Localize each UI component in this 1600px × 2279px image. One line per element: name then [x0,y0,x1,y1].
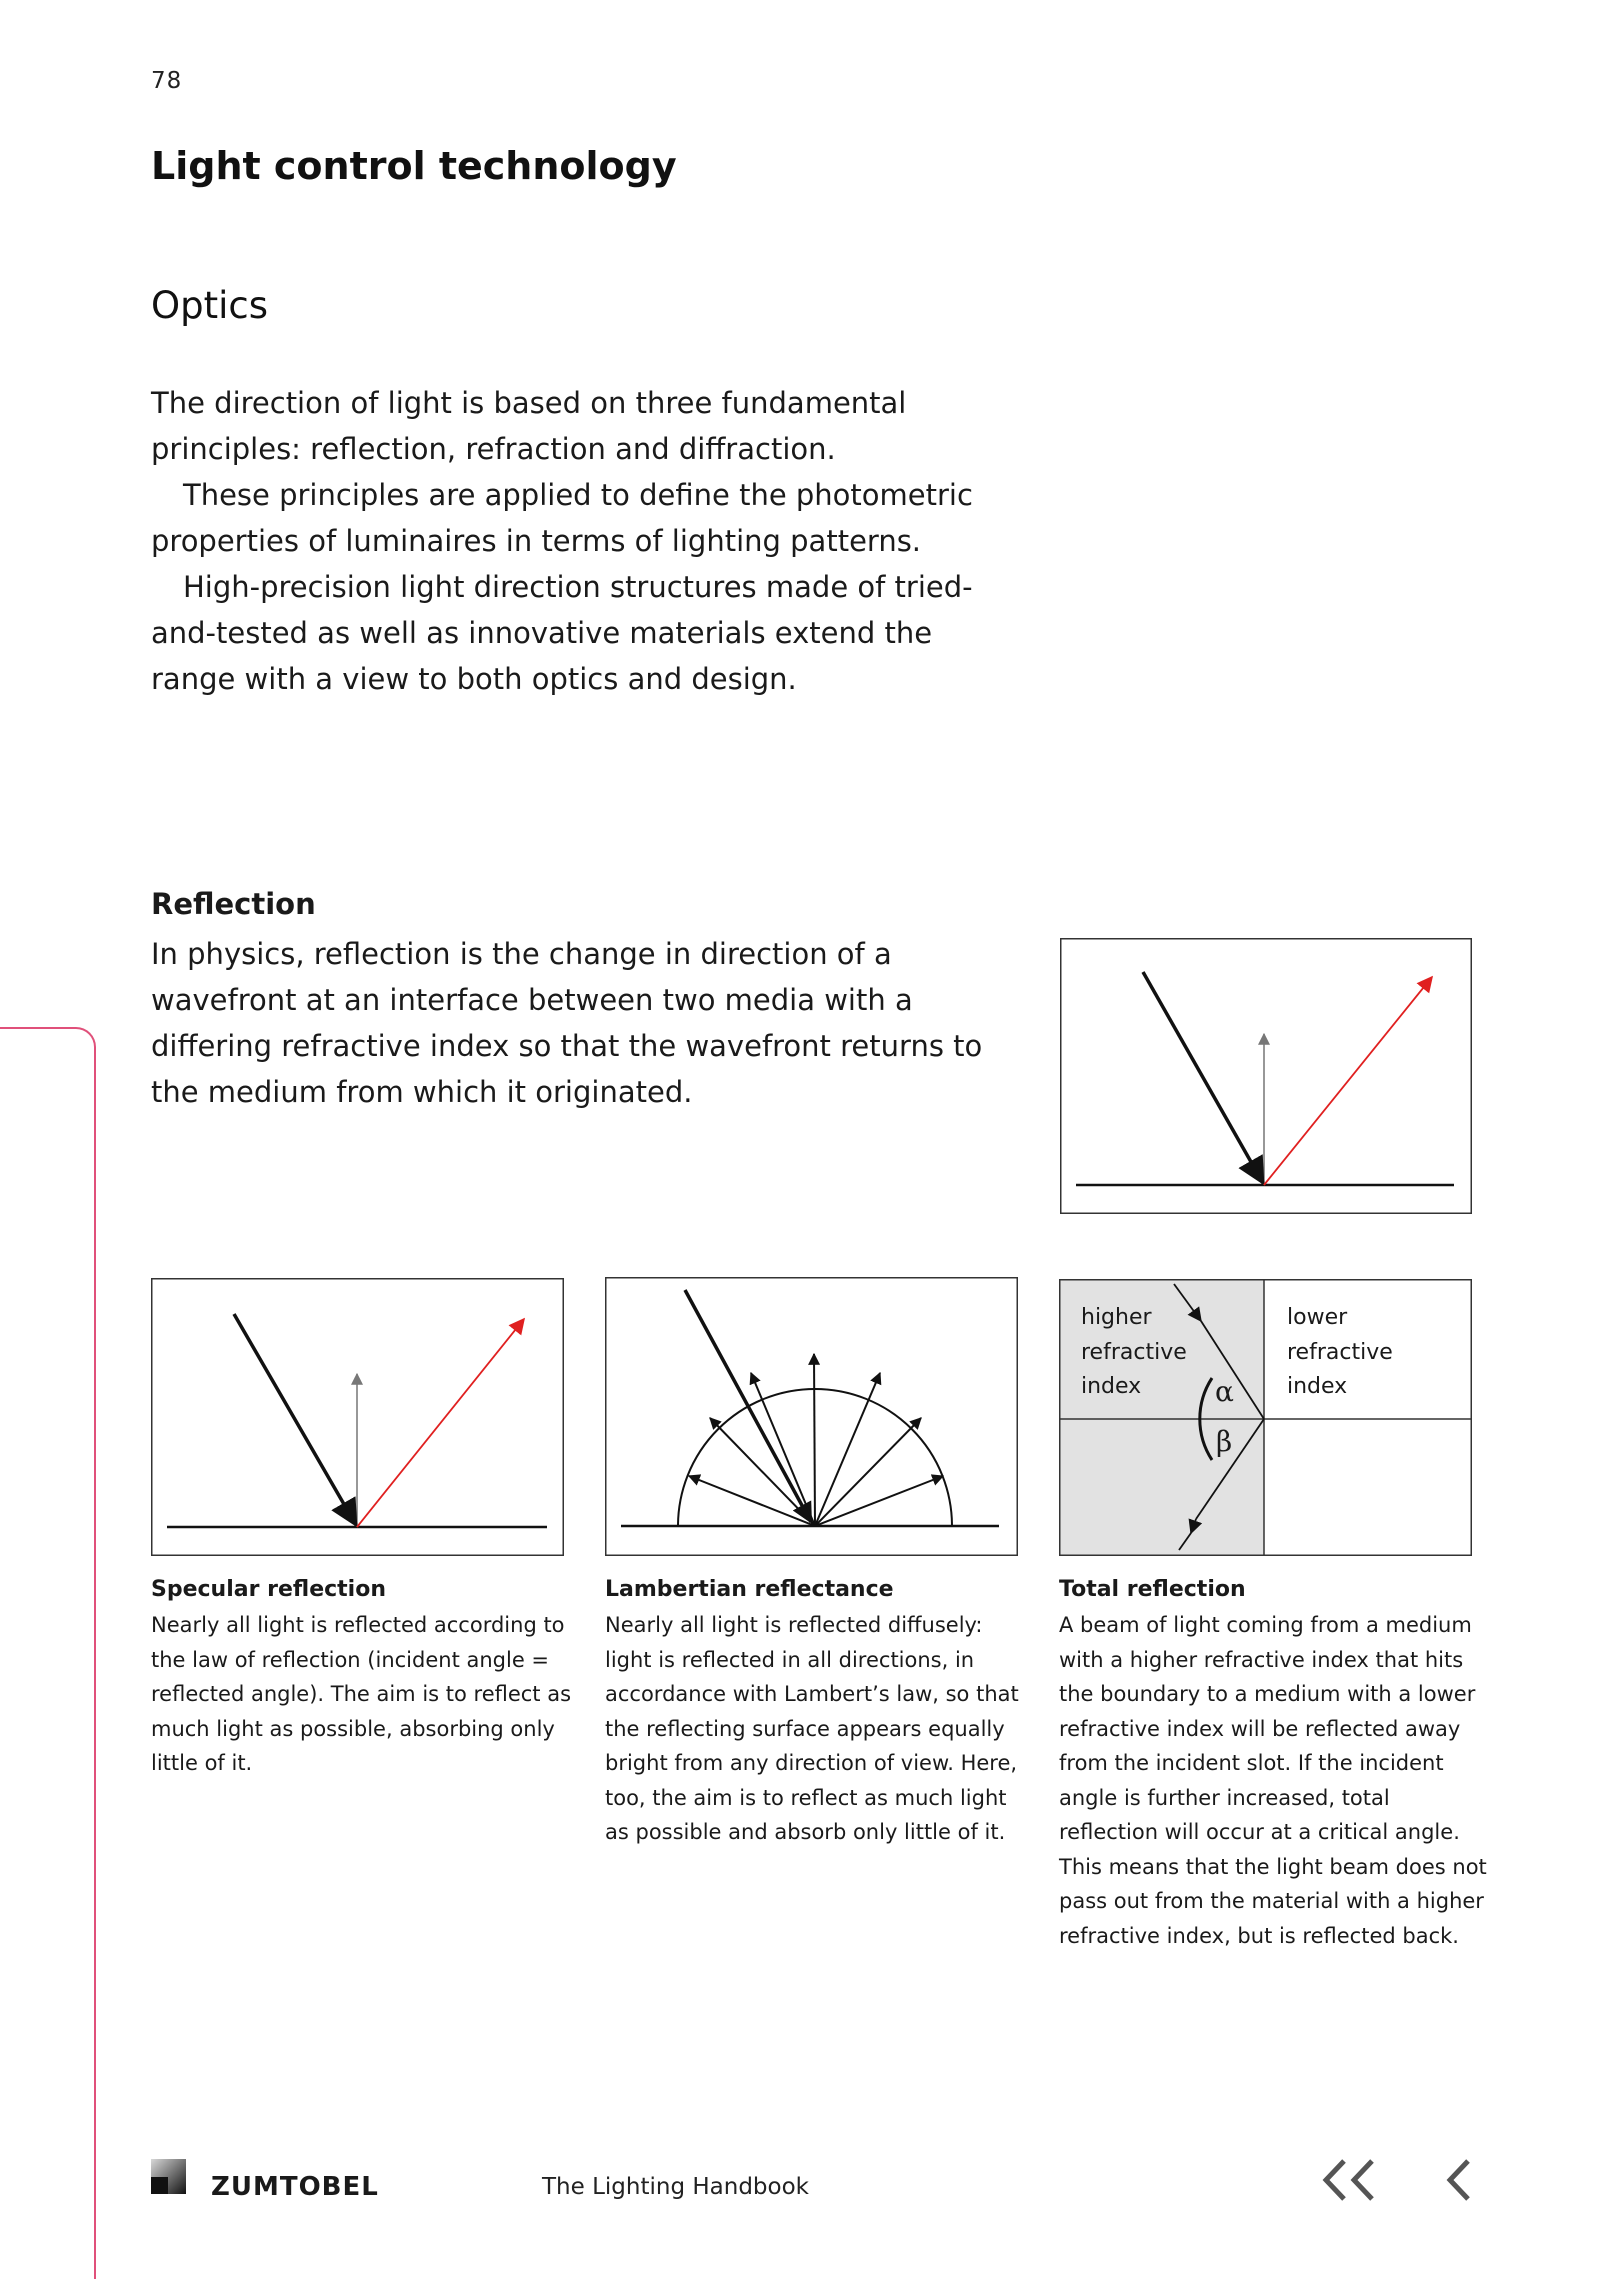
label-line: refractive [1287,1339,1393,1365]
caption-text: Nearly all light is reflected according to the law of reflection (incident angle = reflected angle). The aim is to reflect as much light as possible, absorbing only little of it. [151,1613,572,1775]
brand-name: ZUMTOBEL [211,2172,379,2202]
label-line: higher [1081,1305,1152,1330]
lambertian-caption [605,1577,1030,1850]
intro-text [151,380,1011,702]
lambertian-reflectance-diagram [605,1277,1018,1556]
specular-caption [151,1577,576,1781]
beta-symbol: β [1216,1425,1233,1458]
previous-page-button[interactable] [1438,2155,1478,2205]
higher-index-label [1081,1301,1187,1405]
alpha-symbol: α [1215,1375,1234,1408]
chevron-left-icon [1438,2155,1478,2205]
double-chevron-left-icon [1318,2155,1382,2205]
diffuse-ray [814,1354,815,1526]
caption-title: Lambertian reflectance [605,1577,894,1602]
lower-index-label [1287,1301,1393,1405]
reflection-diagram [1060,938,1472,1214]
intro-paragraph: The direction of light is based on three fundamental principles: reflection, refraction and diffraction. [151,386,907,466]
page-number: 78 [151,68,183,94]
caption-title: Total reflection [1059,1577,1246,1602]
first-page-button[interactable] [1318,2155,1382,2205]
total-reflection-diagram [1059,1279,1472,1556]
reflection-text: In physics, reflection is the change in direction of a wavefront at an interface between two media with a differing refractive index so that the wavefront returns to the medium from which it originated. [151,937,983,1109]
intro-paragraph: These principles are applied to define the photometric properties of luminaires in terms of lighting patterns. [151,478,973,558]
label-line: refractive [1081,1339,1187,1365]
margin-tab-line [0,1027,96,2279]
label-line: index [1081,1374,1142,1399]
intro-paragraph: High-precision light direction structures made of tried-and-tested as well as innovative materials extend the range with a view to both optics and design. [151,570,973,696]
specular-reflection-diagram [151,1278,564,1556]
caption-text: A beam of light coming from a medium with a higher refractive index that hits the boundary to a medium with a lower refractive index will be reflected away from the incident slot. If the incident angle is further increased, total reflection will occur at a critical angle. This means that the light beam does not pass out from the material with a higher refractive index, but is reflected back. [1059,1613,1487,1948]
diagram-frame [606,1278,1018,1556]
reflection-heading: Reflection [151,887,316,921]
section-title: Optics [151,284,269,327]
zumtobel-logo-icon [151,2159,186,2194]
diagram-frame [1061,939,1472,1214]
chapter-title: Light control technology [151,144,677,188]
label-line: lower [1287,1305,1348,1330]
caption-title: Specular reflection [151,1577,386,1602]
caption-text: Nearly all light is reflected diffusely: light is reflected in all directions, in accordance with Lambert’s law, so that the reflecting surface appears equally bright from any direction of view. Here, too, the aim is to reflect as much light as possible and absorb only little of it. [605,1613,1019,1844]
total-reflection-caption [1059,1577,1491,1953]
label-line: index [1287,1374,1348,1399]
book-title: The Lighting Handbook [542,2174,809,2200]
